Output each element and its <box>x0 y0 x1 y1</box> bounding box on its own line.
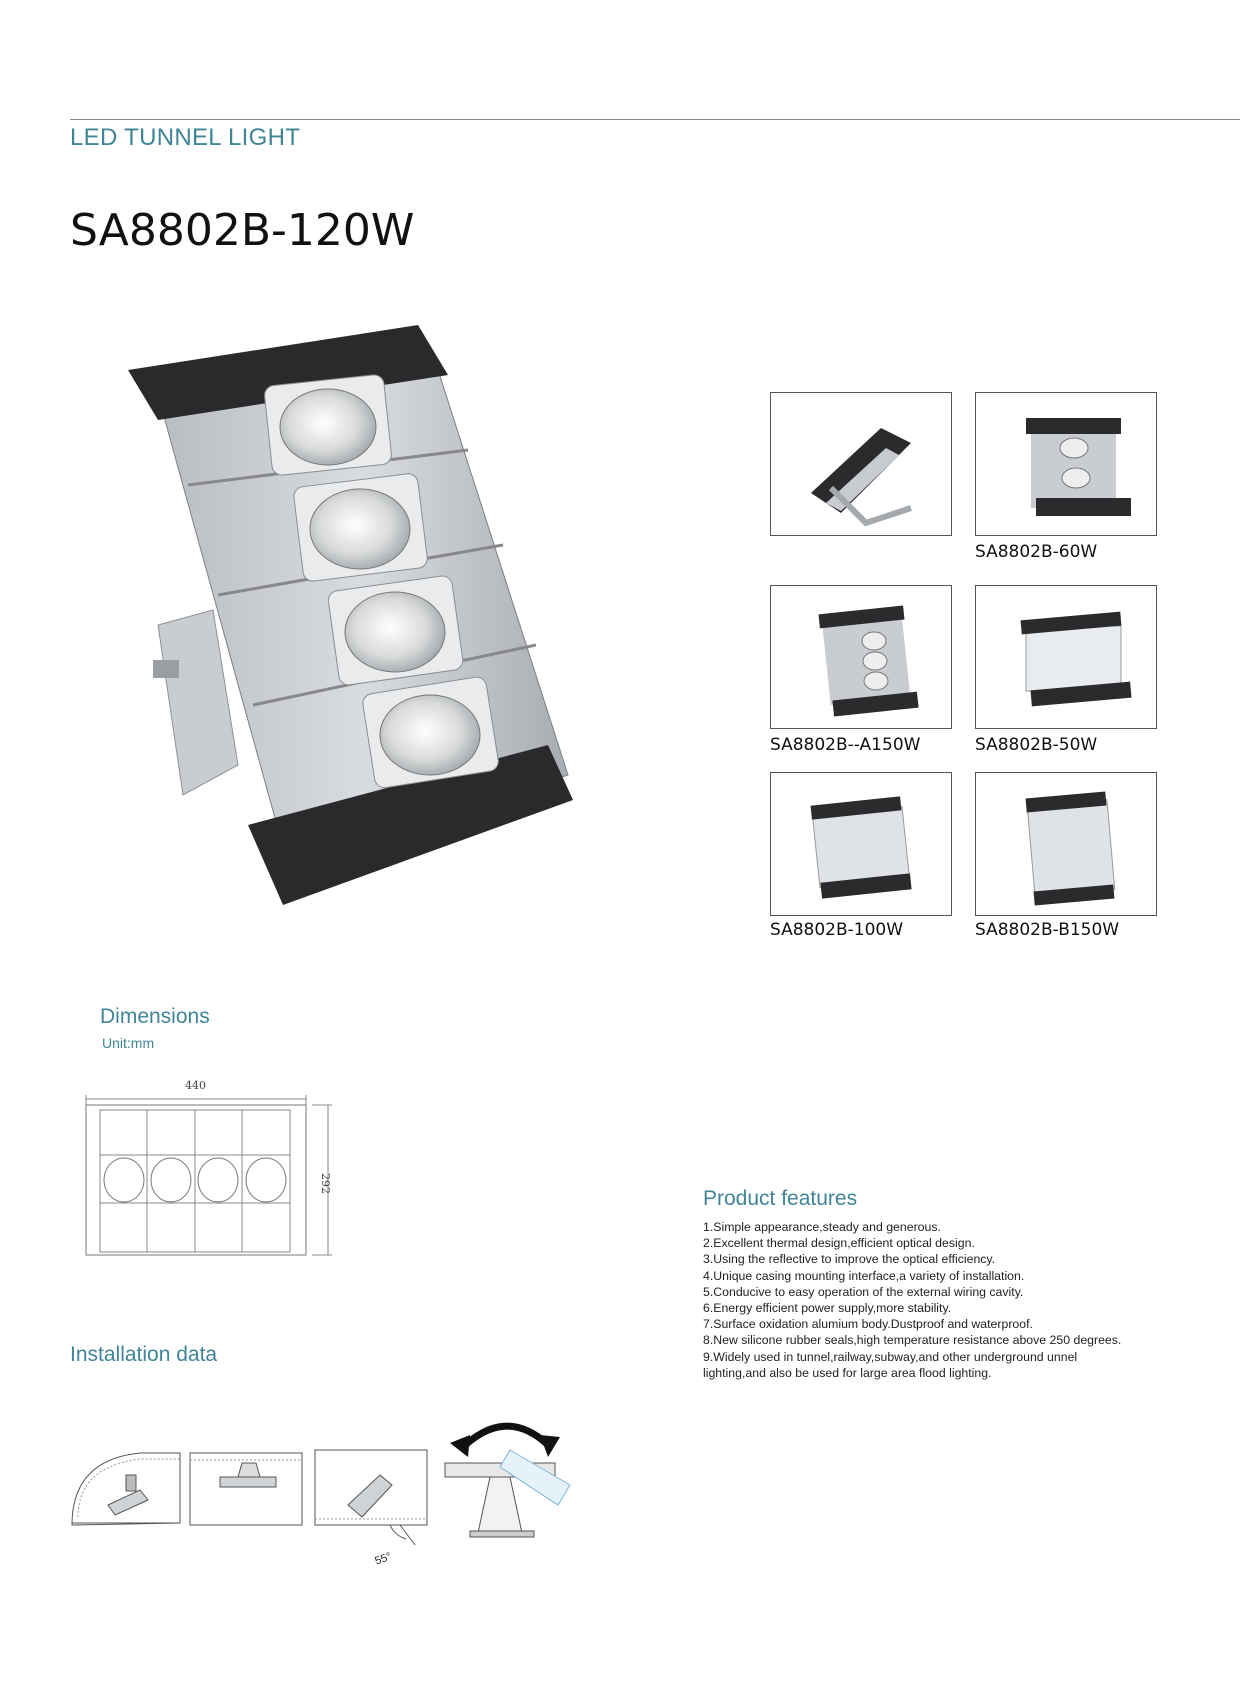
variant-thumbnail <box>770 772 952 916</box>
variant-thumbnail <box>770 585 952 729</box>
variant-thumbnail <box>975 392 1157 536</box>
variant-thumbnail <box>975 772 1157 916</box>
dimension-width-label: 440 <box>185 1079 206 1092</box>
variant-thumbnail <box>975 585 1157 729</box>
installation-angle-label: 55° <box>373 1550 394 1568</box>
product-model-title: SA8802B-120W <box>70 205 415 256</box>
dimensions-heading: Dimensions <box>100 1005 210 1028</box>
variant-label: SA8802B-50W <box>975 735 1098 755</box>
product-category: LED TUNNEL LIGHT <box>70 124 301 151</box>
dimension-height-label: 292 <box>319 1173 332 1194</box>
feature-item: 1.Simple appearance,steady and generous. <box>703 1220 941 1234</box>
header-divider <box>70 119 1240 120</box>
feature-item: 2.Excellent thermal design,efficient optical design. <box>703 1236 975 1251</box>
features-heading: Product features <box>703 1187 858 1210</box>
features-list <box>703 1219 1123 1381</box>
dimension-drawing <box>80 1079 350 1265</box>
variant-label: SA8802B-B150W <box>975 920 1120 940</box>
feature-item: 9.Widely used in tunnel,railway,subway,and other underground unnel lighting,and also be used for large area flood lighting. <box>703 1349 1078 1380</box>
feature-item: 7.Surface oxidation alumium body.Dustproof and waterproof. <box>703 1317 1033 1332</box>
variant-thumbnail <box>770 392 952 536</box>
feature-item: 6.Energy efficient power supply,more stability. <box>703 1301 952 1316</box>
feature-item: 5.Conducive to easy operation of the external wiring cavity. <box>703 1284 1024 1299</box>
feature-item: 4.Unique casing mounting interface,a variety of installation. <box>703 1268 1025 1283</box>
installation-diagram <box>70 1405 590 1570</box>
main-product-image <box>118 325 608 965</box>
installation-heading: Installation data <box>70 1343 218 1366</box>
dimensions-unit: Unit:mm <box>102 1035 155 1051</box>
variant-label: SA8802B-100W <box>770 920 904 940</box>
variant-label: SA8802B-60W <box>975 542 1098 562</box>
feature-item: 3.Using the reflective to improve the optical efficiency. <box>703 1252 996 1267</box>
variant-label: SA8802B--A150W <box>770 735 921 755</box>
feature-item: 8.New silicone rubber seals,high temperature resistance above 250 degrees. <box>703 1333 1122 1348</box>
